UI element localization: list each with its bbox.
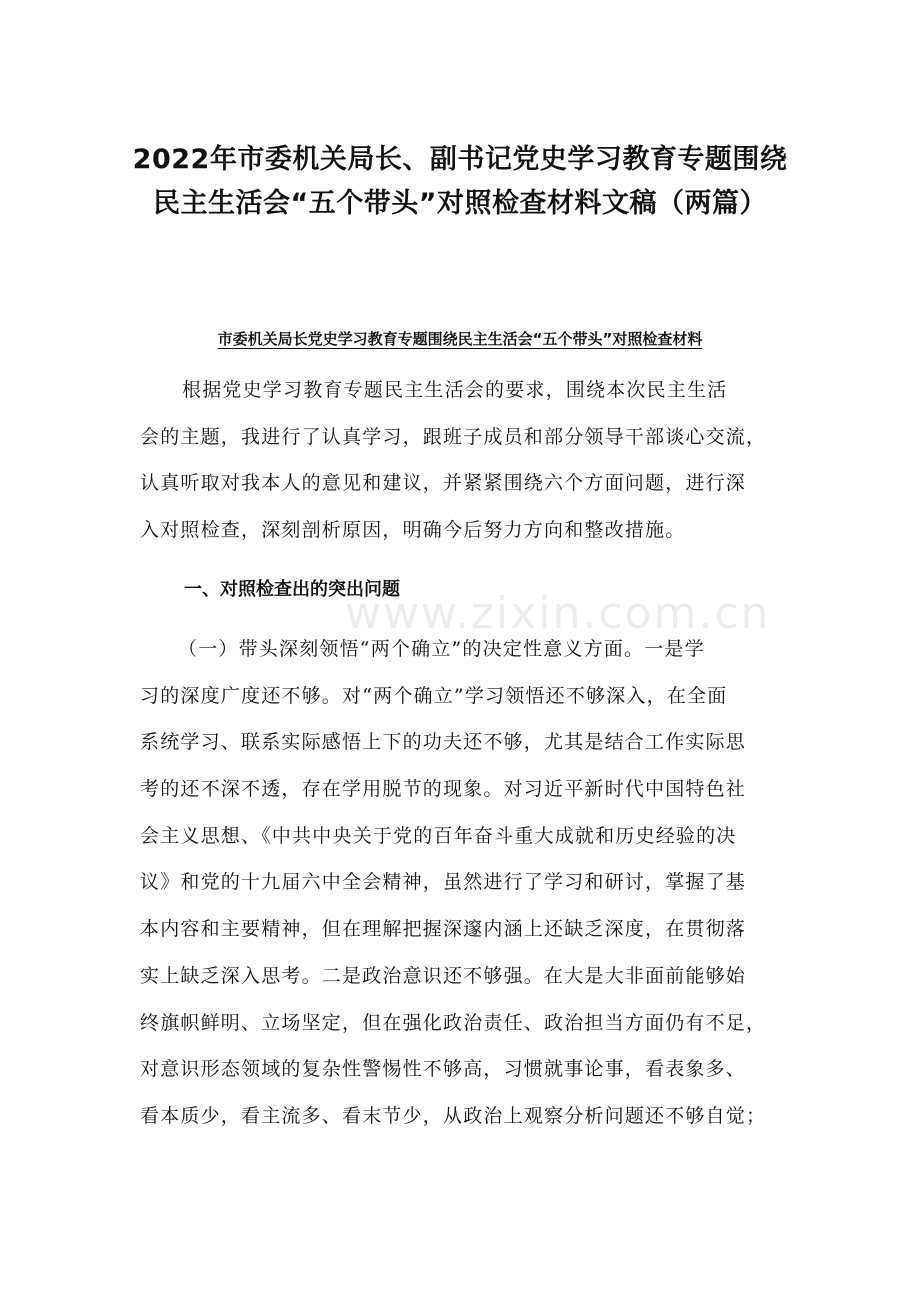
paragraph-line: 考的还不深不透，存在学用脱节的现象。对习近平新时代中国特色社 [140,778,747,801]
paragraph-line: 习的深度广度还不够。对“两个确立”学习领悟还不够深入，在全面 [140,684,728,707]
title-line: 2022年市委机关局长、副书记党史学习教育专题围绕 [132,144,788,175]
paragraph-line: 系统学习、联系实际感悟上下的功夫还不够，尤其是结合工作实际思 [140,731,747,754]
title-line: 民主生活会“五个带头”对照检查材料文稿（两篇） [153,188,767,219]
paragraph-line: 实上缺乏深入思考。二是政治意识还不够强。在大是大非面前能够始 [140,964,747,987]
document-subtitle [100,328,820,350]
paragraph-line: 根据党史学习教育专题民主生活会的要求，围绕本次民主生活 [182,379,728,401]
paragraph-line: 看本质少，看主流多、看末节少，从政治上观察分析问题还不够自觉； [140,1104,767,1127]
watermark: www.zixin.com.cn [345,588,771,639]
subtitle-text: 市委机关局长党史学习教育专题围绕民主生活会“五个带头”对照检查材料 [217,330,703,348]
paragraph-line: 对意识形态领域的复杂性警惕性不够高，习惯就事论事，看表象多、 [140,1058,747,1081]
paragraph-line: （一）带头深刻领悟“两个确立”的决定性意义方面。一是学 [178,638,705,660]
paragraph-line: 入对照检查，深刻剖析原因，明确今后努力方向和整改措施。 [140,518,686,541]
paragraph-line: 会的主题，我进行了认真学习，跟班子成员和部分领导干部谈心交流， [140,425,767,448]
paragraph-line: 认真听取对我本人的意见和建议，并紧紧围绕六个方面问题，进行深 [140,472,747,494]
section-heading: 一、对照检查出的突出问题 [184,579,400,600]
paragraph-line: 终旗帜鲜明、立场坚定，但在强化政治责任、政治担当方面仍有不足， [140,1011,767,1034]
section-paragraph [140,626,790,1140]
paragraph-line: 会主义思想、《中共中央关于党的百年奋斗重大成就和历史经验的决 [140,824,737,847]
document-title [100,138,820,226]
paragraph-line: 议》和党的十九届六中全会精神，虽然进行了学习和研讨，掌握了基 [140,871,747,894]
paragraph-line: 本内容和主要精神，但在理解把握深邃内涵上还缺乏深度，在贯彻落 [140,918,747,941]
intro-paragraph [140,367,790,553]
